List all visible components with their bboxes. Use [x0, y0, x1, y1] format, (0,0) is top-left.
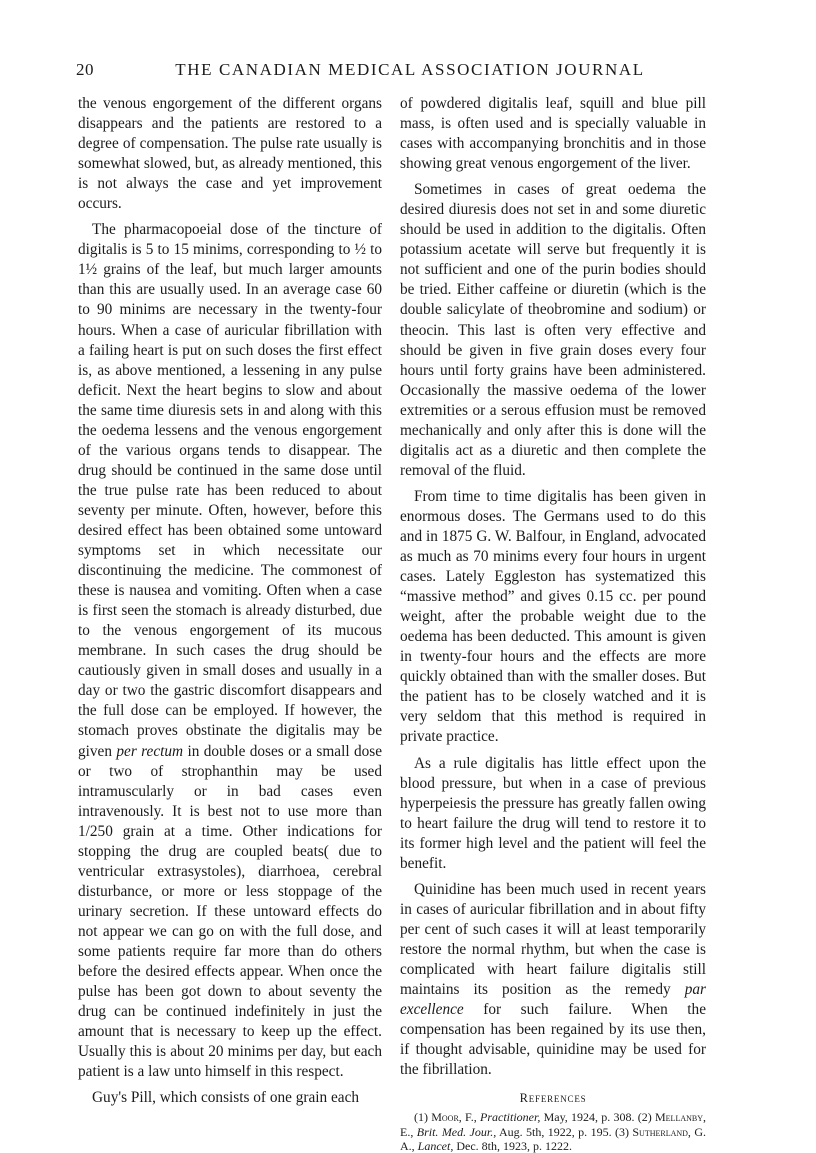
- ref-author: Mellanby, E.,: [400, 1110, 706, 1139]
- emphasis-per-rectum: per rectum: [116, 742, 184, 760]
- paragraph-text: in double doses or a small dose or two of strophanthin may be used intramuscularly or in bad cases even intravenously. It is best not to use more than 1/250 grain at a time. Other indications for stopping the drug are coupled beats( due to ventricular extrasystoles), diarrhoea, cerebral disturbance, or more or less stoppage of the urinary secretion. If these untoward effects do not appear we can go on with the full dose, and some patients require far more than do others before the desired effects appear. When once the pulse has been got down to about seventy the drug can be continued indefinitely in just the amount that is necessary to keep up the effect. Usually this is about 20 minims per day, but each patient is a law unto himself in this respect.: [78, 742, 382, 1081]
- references-heading: References: [519, 1091, 587, 1106]
- paragraph-massive-doses: From time to time digitalis has been given in enormous doses. The Germans used to do this and in 1875 G. W. Balfour, in England, advocated as much as 70 minims every four hours in urgent cases. Lately Eggleston has systematized this “massive method” and gives 0.15 cc. per pound weight, after the probable weight due to the oedema has been deducted. This amount is given in twenty-four hours and the effects are more quickly obtained than with the smaller doses. But the patient has to be closely watched and it is very seldom that this method is required in private practice.: [400, 487, 706, 746]
- paragraph-venous-engorgement: the venous engorgement of the different organs disappears and the patients are restored to a degree of compensation. The pulse rate usually is somewhat slowed, but, as already mentioned, this is not always the case and yet improvement occurs.: [78, 95, 382, 213]
- journal-running-head: THE CANADIAN MEDICAL ASSOCIATION JOURNAL: [175, 60, 645, 79]
- ref-detail: Aug. 5th, 1922, p. 195. (3): [496, 1124, 633, 1139]
- emphasis-par-excellence: par excellence: [400, 981, 706, 1019]
- page-number: 20: [76, 60, 94, 79]
- paragraph-text: for such failure. When the compensation has been regained by its use then, if thought advisable, quinidine may be used for the fibrillation.: [400, 1001, 706, 1079]
- paragraph-pharmacopoeial-dose: [78, 220, 382, 1082]
- paragraph-text: The pharmacopoeial dose of the tincture of digitalis is 5 to 15 minims, corresponding to ½ to 1½ grains of the leaf, but much larger amounts than this are usually used. In an average case 60 to 90 minims are necessary in the twenty-four hours. When a case of auricular fibrillation with a failing heart is put on such doses the first effect is, as above mentioned, a lessening in any pulse deficit. Next the heart begins to slow and about the same time diuresis sets in and along with this the oedema lessens and the venous engorgement of the various organs tends to disappear. The drug should be continued in the same dose until the true pulse rate has been reduced to about seventy per minute. Often, however, before this desired effect has been obtained some untoward symptoms set in which necessitate our discontinuing the medicine. The commonest of these is nausea and vomiting. Often when a case is first seen the stomach is already disturbed, due to the venous engorgement of its mucous membrane. In such cases the drug should be cautiously given in small doses and usually in a day or two the gastric discomfort disappears and the full dose can be employed. If however, the stomach proves obstinate the digitalis may be given: [78, 221, 382, 760]
- ref-journal: Practitioner,: [476, 1110, 541, 1125]
- paragraph-quinidine: [400, 880, 706, 1080]
- ref-journal: Brit. Med. Jour.,: [413, 1124, 497, 1139]
- right-column: [400, 94, 706, 1153]
- ref-detail: Dec. 8th, 1923, p. 1222.: [453, 1138, 572, 1153]
- ref-number: (1): [414, 1110, 432, 1125]
- paragraph-diuretics: Sometimes in cases of great oedema the desired diuresis does not set in and some diuretic should be used in addition to the digitalis. Often potassium acetate will serve but frequently it is not sufficient and one of the purin bodies should be tried. Either caffeine or diuretin (which is the double salicylate of theobromine and sodium) or theocin. This last is often very effective and should be given in five grain doses every four hours until forty grains have been administered. Occasionally the massive oedema of the lower extremities or a serous effusion must be removed mechanically and only after this is done will the digitalis act as a diuretic and then complete the removal of the fluid.: [400, 181, 706, 479]
- left-column: [78, 94, 382, 1108]
- ref-author: Moor, F.,: [431, 1110, 477, 1125]
- ref-author: Sutherland, G. A.,: [400, 1124, 706, 1153]
- paragraph-text: Quinidine has been much used in recent years in cases of auricular fibrillation and in about fifty per cent of such cases it will at least temporarily restore the normal rhythm, but when the case is complicated with heart failure digitalis still maintains its position as the remedy: [400, 880, 706, 999]
- paragraph-blood-pressure: As a rule digitalis has little effect upon the blood pressure, but when in a case of previous hyperpeiesis the pressure has greatly fallen owing to heart failure the drug will tend to restore it to its former high level and the patient will feel the benefit.: [400, 754, 706, 872]
- references-list: [400, 1110, 706, 1153]
- ref-journal: Lancet,: [414, 1138, 454, 1153]
- paragraph-guys-pill: Guy's Pill, which consists of one grain each: [92, 1089, 360, 1107]
- ref-detail: May, 1924, p. 308. (2): [540, 1110, 655, 1125]
- paragraph-guys-pill-continued: of powdered digitalis leaf, squill and blue pill mass, is often used and is specially valuable in cases with accompanying bronchitis and in those showing great venous engorgement of the liver.: [400, 95, 706, 173]
